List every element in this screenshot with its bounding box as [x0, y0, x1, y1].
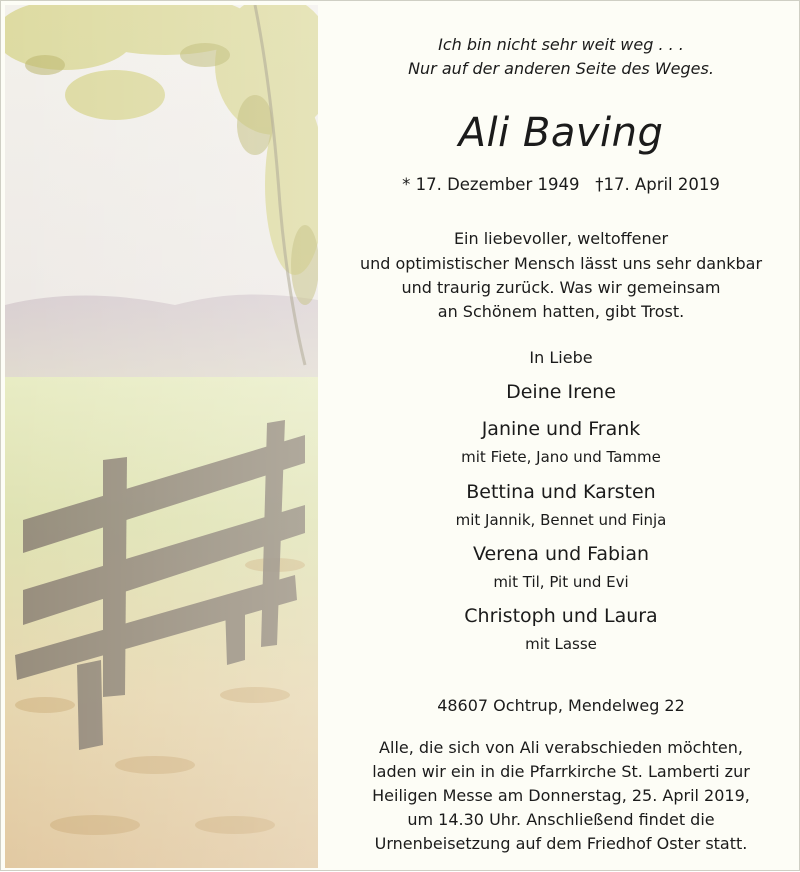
family-children-janine-frank: mit Fiete, Jano und Tamme — [461, 448, 661, 466]
autumn-bench-photo — [5, 5, 318, 868]
service-line-4: um 14.30 Uhr. Anschließend findet die — [407, 810, 715, 829]
deceased-name: Ali Baving — [458, 110, 664, 156]
service-line-2: laden wir ein in die Pfarrkirche St. Lamberti zur — [372, 762, 750, 781]
service-line-1: Alle, die sich von Ali verabschieden möchten, — [379, 738, 743, 757]
family-children-bettina-karsten: mit Jannik, Bennet und Finja — [455, 511, 667, 529]
life-dates: * 17. Dezember 1949 †17. April 2019 — [402, 175, 720, 194]
service-line-5: Urnenbeisetzung auf dem Friedhof Oster statt. — [374, 834, 748, 853]
family-member-christoph-laura: Christoph und Laura — [464, 605, 658, 627]
in-love-label: In Liebe — [529, 348, 593, 367]
family-member-verena-fabian: Verena und Fabian — [472, 543, 650, 565]
bench-in-field-image — [5, 5, 318, 868]
tribute-line-2: und optimistischer Mensch lässt uns sehr dankbar — [359, 254, 763, 273]
address-line: 48607 Ochtrup, Mendelweg 22 — [437, 696, 685, 715]
tribute-line-4: an Schönem hatten, gibt Trost. — [437, 302, 685, 321]
tribute-line-1: Ein liebevoller, weltoffener — [453, 229, 669, 248]
family-children-christoph-laura: mit Lasse — [525, 635, 597, 653]
family-children-verena-fabian: mit Til, Pit und Evi — [493, 573, 629, 591]
service-line-3: Heiligen Messe am Donnerstag, 25. April 2019, — [372, 786, 750, 805]
family-member-irene: Deine Irene — [506, 381, 616, 403]
motto-line-2: Nur auf der anderen Seite des Weges. — [408, 59, 714, 78]
family-member-janine-frank: Janine und Frank — [481, 418, 641, 440]
notice-text — [329, 1, 793, 872]
family-member-bettina-karsten: Bettina und Karsten — [466, 481, 656, 503]
motto-line-1: Ich bin nicht sehr weit weg . . . — [438, 35, 684, 54]
tribute-line-3: und traurig zurück. Was wir gemeinsam — [401, 278, 721, 297]
